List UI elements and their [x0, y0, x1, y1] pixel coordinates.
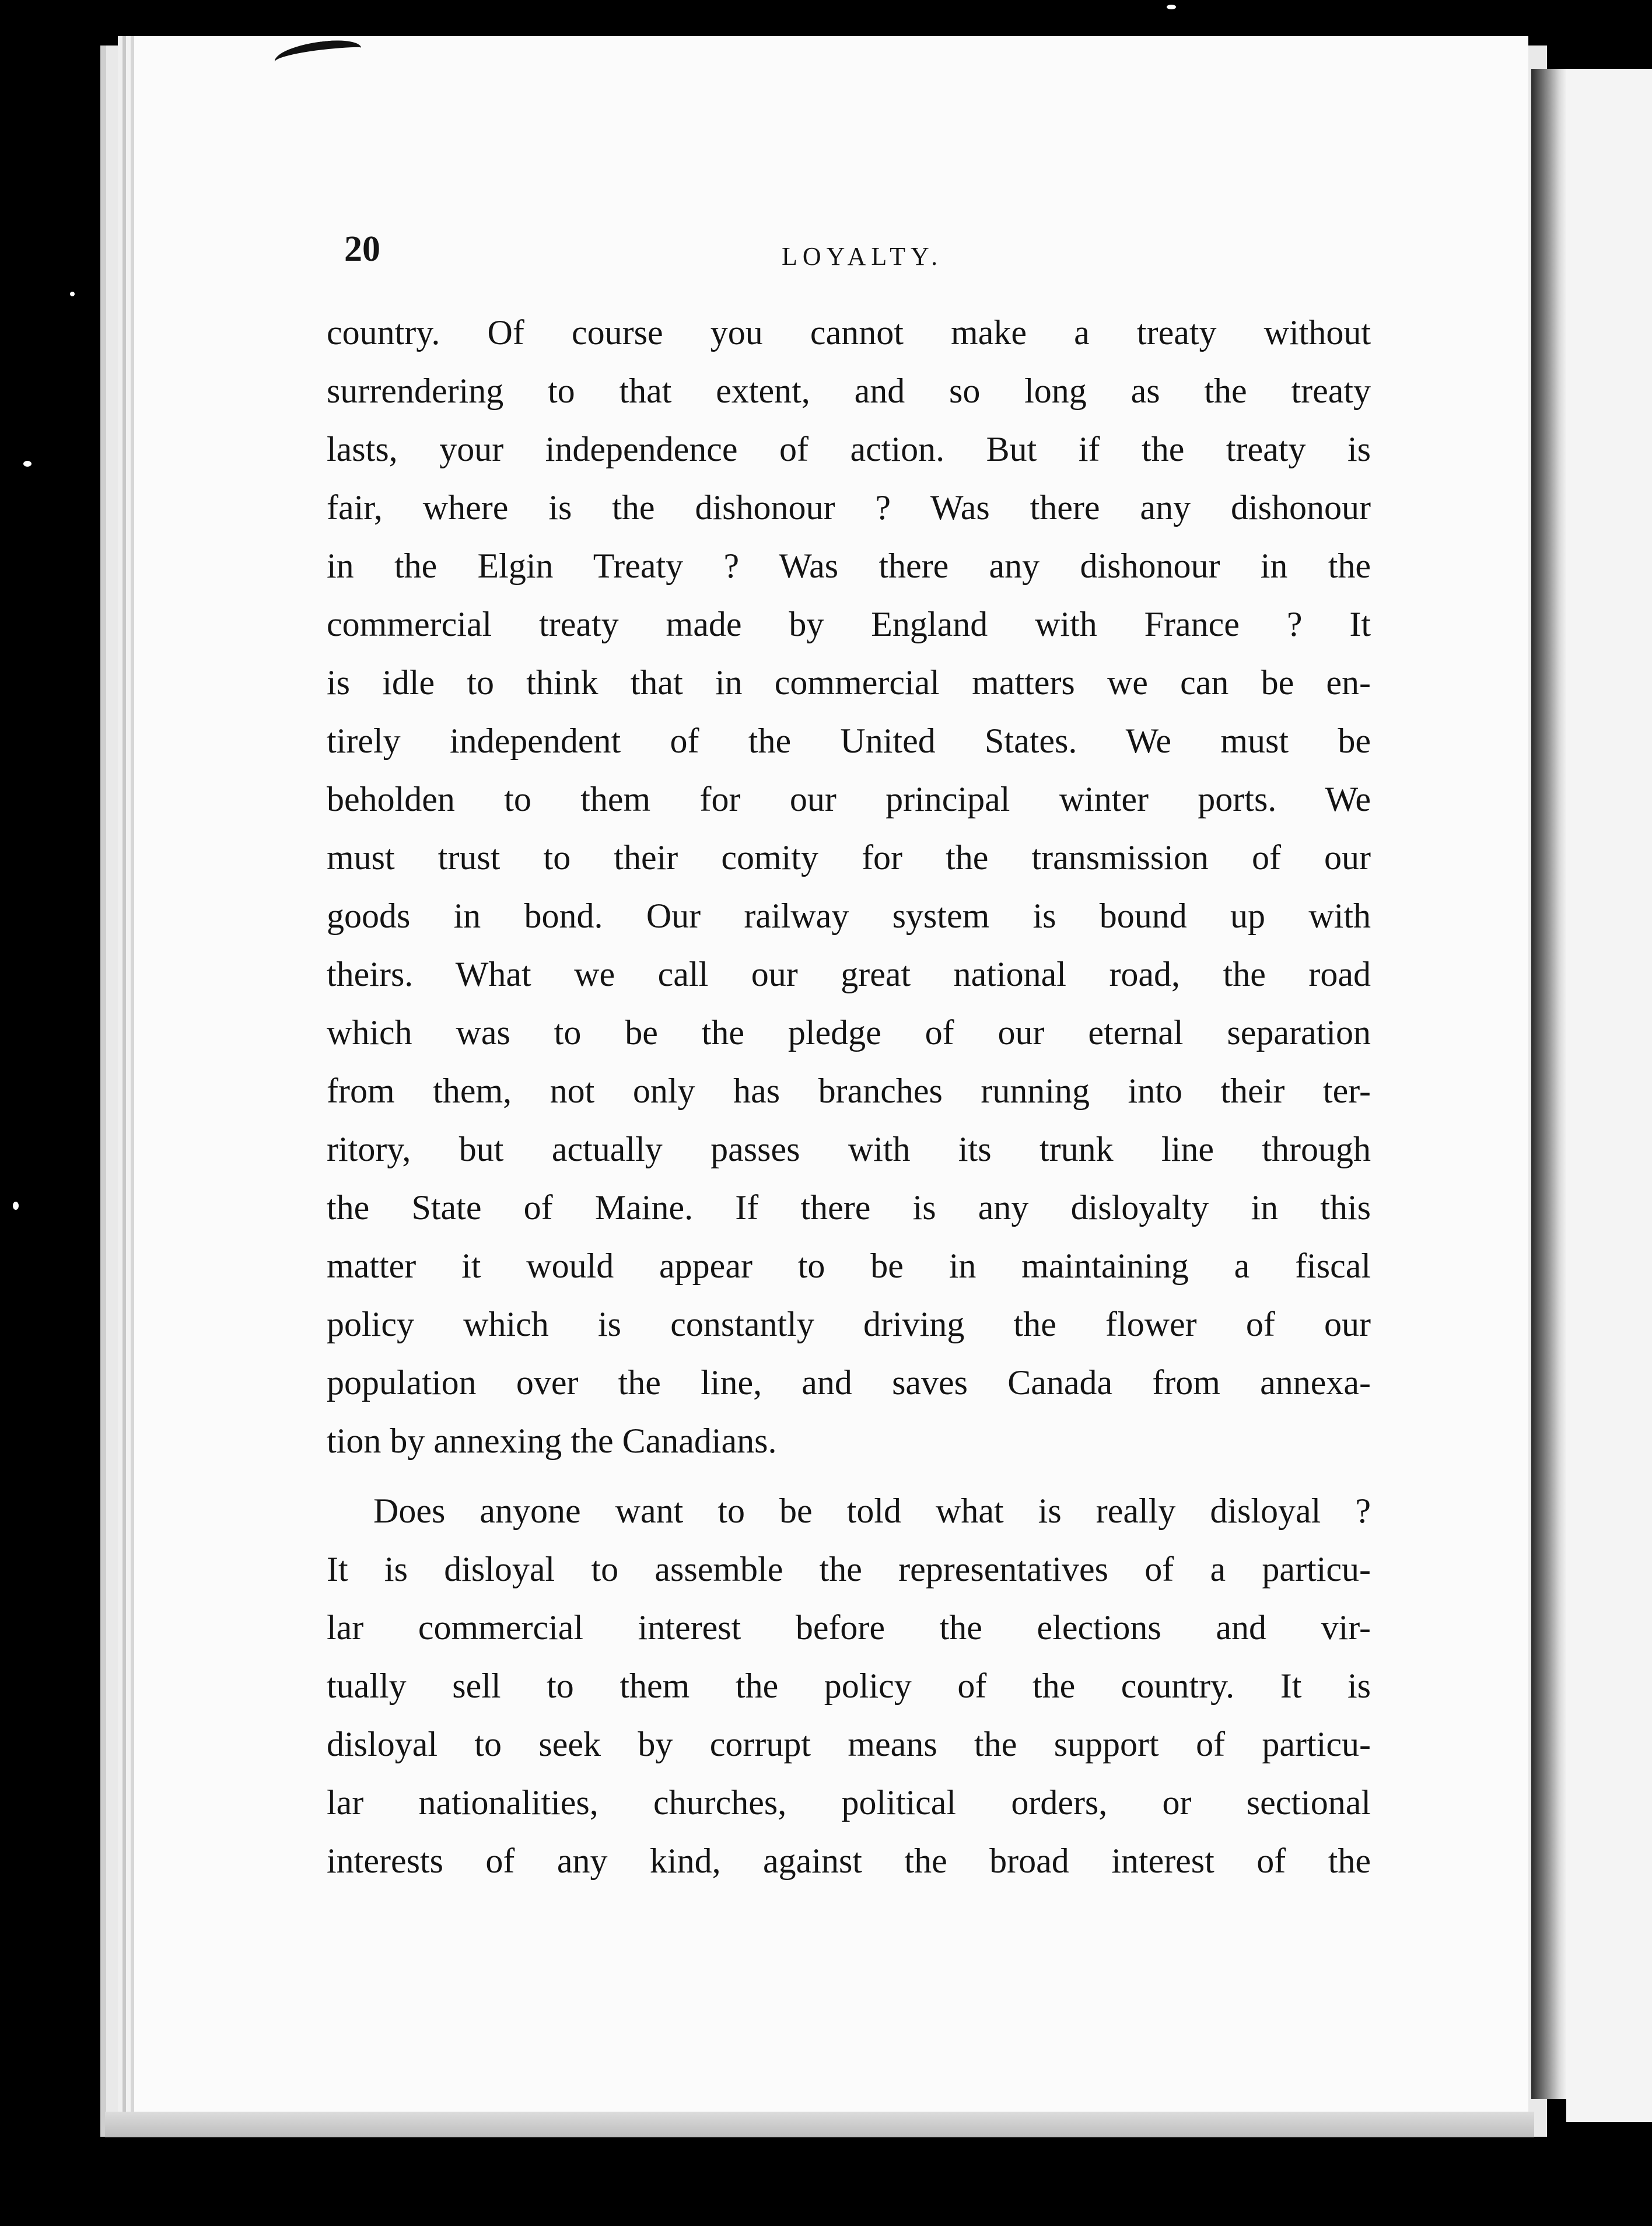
page-bottom-edge	[105, 2112, 1534, 2137]
text-line: is idle to think that in commercial matters we can be en-	[327, 663, 1371, 702]
text-line: Does anyone want to be told what is really disloyal ?	[373, 1492, 1371, 1530]
text-line: theirs. What we call our great national road, the road	[327, 955, 1371, 993]
text-line: tion by annexing the Canadians.	[327, 1422, 777, 1460]
text-line: population over the line, and saves Canada from annexa-	[327, 1363, 1371, 1402]
text-line: tirely independent of the United States. We must be	[327, 722, 1371, 760]
text-line: lar nationalities, churches, political orders, or sectional	[327, 1783, 1371, 1822]
text-line: surrendering to that extent, and so long as the treaty	[327, 372, 1371, 410]
text-line: ritory, but actually passes with its trunk line through	[327, 1130, 1371, 1168]
running-head	[344, 229, 1312, 281]
text-line: beholden to them for our principal winter ports. We	[327, 780, 1371, 818]
text-line: policy which is constantly driving the flower of our	[327, 1305, 1371, 1343]
body-text	[327, 303, 1371, 1890]
page-number: 20	[344, 229, 380, 269]
text-line: must trust to their comity for the transmission of our	[327, 838, 1371, 877]
text-line: interests of any kind, against the broad interest of the	[327, 1842, 1371, 1880]
scan-speck	[13, 1202, 19, 1210]
text-line: matter it would appear to be in maintaining a fiscal	[327, 1247, 1371, 1285]
text-line: lasts, your independence of action. But if the treaty is	[327, 430, 1371, 468]
running-title: LOYALTY.	[782, 242, 943, 271]
scan-speck	[23, 461, 32, 467]
text-line: which was to be the pledge of our eternal separation	[327, 1013, 1371, 1052]
text-line: from them, not only has branches running into their ter-	[327, 1072, 1371, 1110]
paragraph-gap	[327, 1470, 1371, 1482]
book-gutter	[1531, 69, 1566, 2099]
text-line: It is disloyal to assemble the representatives of a particu-	[327, 1550, 1371, 1588]
scan-speck	[70, 292, 75, 296]
text-line: goods in bond. Our railway system is bound up with	[327, 897, 1371, 935]
text-line: commercial treaty made by England with France ? It	[327, 605, 1371, 643]
facing-page-edge	[1566, 69, 1652, 2122]
text-line: fair, where is the dishonour ? Was there any dishonour	[327, 488, 1371, 527]
text-line: lar commercial interest before the elections and vir-	[327, 1608, 1371, 1647]
text-line: the State of Maine. If there is any disloyalty in this	[327, 1188, 1371, 1227]
text-line: tually sell to them the policy of the country. It is	[327, 1667, 1371, 1705]
scan-speck	[1167, 5, 1176, 9]
text-line: disloyal to seek by corrupt means the support of particu-	[327, 1725, 1371, 1763]
text-line: in the Elgin Treaty ? Was there any dishonour in the	[327, 547, 1371, 585]
text-line: country. Of course you cannot make a treaty without	[327, 313, 1371, 352]
